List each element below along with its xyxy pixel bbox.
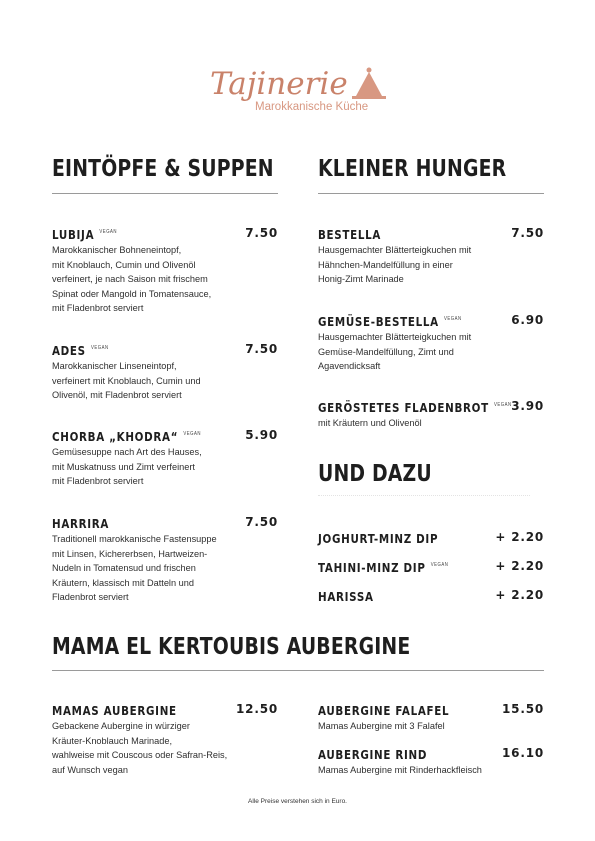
item-price: + 2.20 [495, 559, 544, 573]
item-price: 12.50 [236, 702, 278, 716]
item-name: HARISSA [318, 590, 374, 604]
item-price: + 2.20 [495, 588, 544, 602]
section-divider [52, 670, 544, 671]
vegan-tag: VEGAN [444, 316, 462, 322]
item-description: Marokkanischer Linseneintopf, verfeinert mit Knoblauch, Cumin und Olivenöl, mit Fladenbrot serviert [52, 361, 201, 401]
menu-item-harissa [318, 588, 544, 604]
item-price: 15.50 [502, 702, 544, 716]
item-price: + 2.20 [495, 530, 544, 544]
item-price: 16.10 [502, 746, 544, 760]
section-divider [318, 193, 544, 194]
item-description: Marokkanischer Bohneneintopf, mit Knoblauch, Cumin und Olivenöl verfeinert, je nach Saison mit frischem Spinat oder Mangold in Tomatensauce, mit Fladenbrot serviert [52, 245, 212, 314]
menu-item-harrira [52, 515, 278, 605]
item-price: 6.90 [511, 313, 544, 327]
item-name: LUBIJA $^{VEGAN}$ [52, 228, 118, 242]
vegan-tag: VEGAN [183, 431, 201, 437]
brand-name: Tajinerie [209, 66, 348, 102]
item-description: Hausgemachter Blätterteigkuchen mit Gemüse-Mandelfüllung, Zimt und Agavendicksaft [318, 332, 472, 372]
menu-item-tahini-dip [318, 559, 544, 575]
menu-item-aubergine-falafel [318, 702, 544, 734]
item-price: 7.50 [245, 515, 278, 529]
item-name: HARRIRA [52, 517, 110, 531]
item-price: 7.50 [245, 226, 278, 240]
item-price: 7.50 [511, 226, 544, 240]
item-description: Gebackene Aubergine in würziger Kräuter-Knoblauch Marinade, wahlweise mit Couscous oder Safran-Reis, auf Wunsch vegan [52, 721, 228, 775]
menu-item-bestella [318, 226, 544, 287]
item-price: 3.90 [511, 399, 544, 413]
price-note: Alle Preise verstehen sich in Euro. [248, 798, 347, 805]
menu-item-lubija [52, 226, 278, 316]
item-description: Gemüsesuppe nach Art des Hauses, mit Muskatnuss und Zimt verfeinert mit Fladenbrot serviert [52, 447, 202, 487]
item-name: GERÖSTETES FLADENBROT $^{VEGAN}$ [318, 401, 512, 415]
section-title-eintopfe: EINTÖPFE & SUPPEN [52, 156, 274, 182]
item-name: MAMAS AUBERGINE [52, 704, 177, 718]
item-name: TAHINI-MINZ DIP $^{VEGAN}$ [318, 561, 449, 575]
vegan-tag: VEGAN [430, 562, 449, 568]
menu-item-fladenbrot [318, 399, 544, 431]
item-name: CHORBA „KHODRA“ $^{VEGAN}$ [52, 430, 201, 444]
item-name: AUBERGINE RIND [318, 748, 428, 762]
menu-item-ades [52, 342, 278, 403]
menu-item-joghurt-dip [318, 530, 544, 546]
tajine-icon [352, 68, 386, 100]
item-price: 5.90 [245, 428, 278, 442]
item-description: Hausgemachter Blätterteigkuchen mit Hähnchen-Mandelfüllung in einer Honig-Zimt Marinade [318, 245, 472, 285]
vegan-tag: VEGAN [99, 229, 118, 235]
section-divider [52, 193, 278, 194]
menu-item-chorba [52, 428, 278, 489]
brand-logo [0, 62, 595, 122]
item-name: BESTELLA [318, 228, 382, 242]
section-divider [318, 495, 530, 498]
item-name: GEMÜSE-BESTELLA $^{VEGAN}$ [318, 315, 462, 329]
item-price: 7.50 [245, 342, 278, 356]
menu-item-gemuese-bestella [318, 313, 544, 374]
item-description: mit Kräutern und Olivenöl [318, 418, 422, 428]
vegan-tag: VEGAN [90, 345, 109, 351]
item-name: JOGHURT-MINZ DIP [318, 532, 439, 546]
section-title-und-dazu: UND DAZU [318, 461, 432, 487]
item-name: AUBERGINE FALAFEL [318, 704, 450, 718]
item-description: Mamas Aubergine mit Rinderhackfleisch [318, 765, 482, 775]
vegan-tag: VEGAN [493, 402, 512, 408]
section-title-kleiner-hunger: KLEINER HUNGER [318, 156, 507, 182]
item-description: Traditionell marokkanische Fastensuppe mit Linsen, Kichererbsen, Hartweizen- Nudeln in Tomatensud und frischen Kräutern, klassisch mit Datteln und Fladenbrot serviert [52, 534, 217, 603]
brand-tagline: Marokkanische Küche [254, 101, 368, 113]
item-name: ADES $^{VEGAN}$ [52, 344, 109, 358]
menu-item-aubergine-rind [318, 746, 544, 778]
section-title-aubergine: MAMA EL KERTOUBIS AUBERGINE [52, 634, 411, 660]
menu-item-mamas-aubergine [52, 702, 278, 777]
item-description: Mamas Aubergine mit 3 Falafel [318, 721, 445, 731]
